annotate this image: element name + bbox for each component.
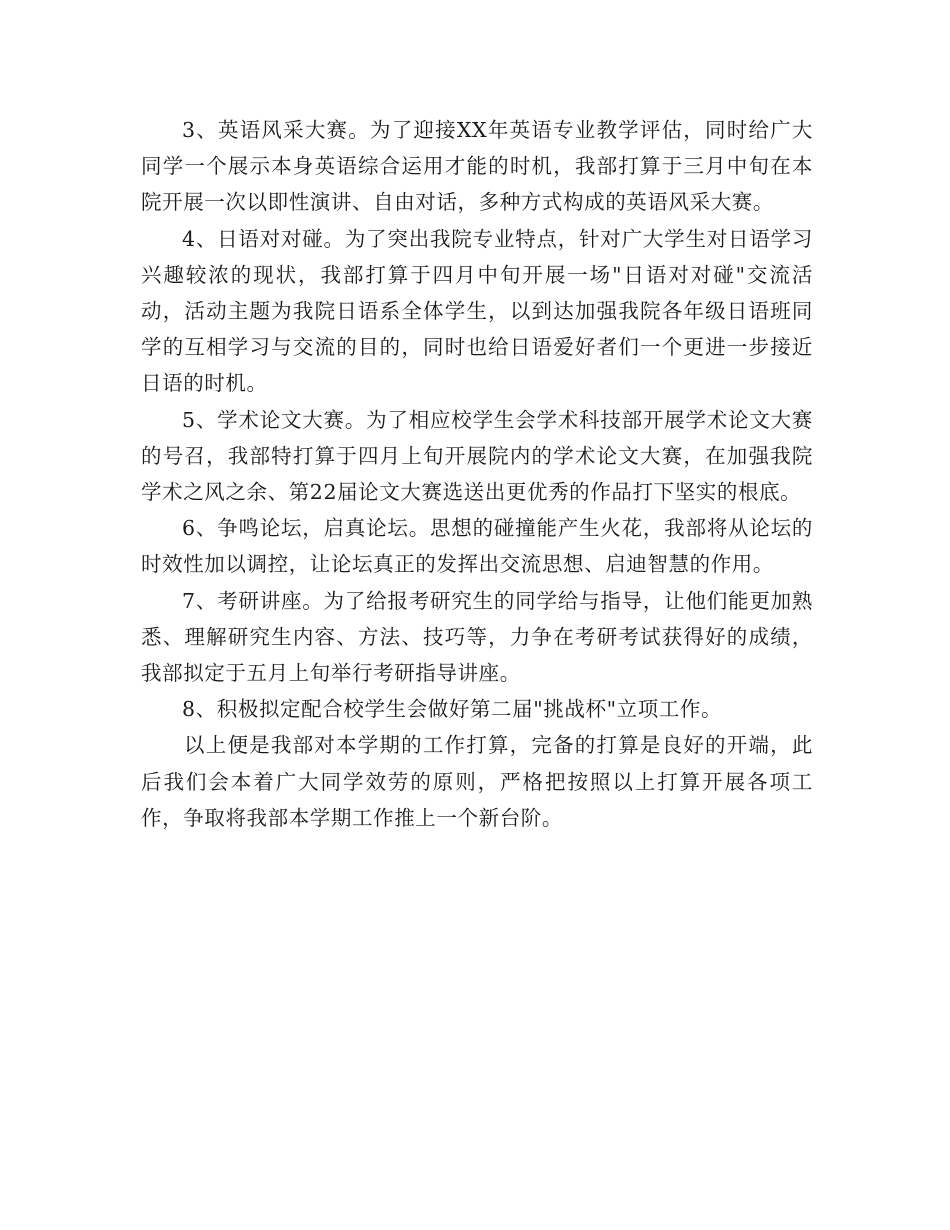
document-body bbox=[141, 112, 813, 836]
paragraph-postgraduate-lecture: 7、考研讲座。为了给报考研究生的同学给与指导，让他们能更加熟悉、理解研究生内容、方法、技巧等，力争在考研考试获得好的成绩，我部拟定于五月上旬举行考研指导讲座。 bbox=[141, 588, 813, 686]
paragraph-english-contest: 3、英语风采大赛。为了迎接XX年英语专业教学评估，同时给广大同学一个展示本身英语综合运用才能的时机，我部打算于三月中旬在本院开展一次以即性演讲、自由对话，多种方式构成的英语风采大赛。 bbox=[141, 118, 813, 215]
paragraph-japanese-exchange: 4、日语对对碰。为了突出我院专业特点，针对广大学生对日语学习兴趣较浓的现状，我部打算于四月中旬开展一场"日语对对碰"交流活动，活动主题为我院日语系全体学生，以到达加强我院各年级日语班同学的互相学习与交流的目的，同时也给日语爱好者们一个更进一步接近日语的时机。 bbox=[141, 226, 813, 396]
paragraph-challenge-cup: 8、积极拟定配合校学生会做好第二届"挑战杯"立项工作。 bbox=[182, 697, 723, 722]
paragraph-forum: 6、争鸣论坛，启真论坛。思想的碰撞能产生火花，我部将从论坛的时效性加以调控，让论坛真正的发挥出交流思想、启迪智慧的作用。 bbox=[141, 516, 813, 577]
paragraph-academic-paper-contest: 5、学术论文大赛。为了相应校学生会学术科技部开展学术论文大赛的号召，我部特打算于四月上旬开展院内的学术论文大赛，在加强我院学术之风之余、第22届论文大赛选送出更优秀的作品打下坚实的根底。 bbox=[141, 407, 813, 505]
paragraph-closing: 以上便是我部对本学期的工作打算，完备的打算是良好的开端，此后我们会本着广大同学效劳的原则，严格把按照以上打算开展各项工作，争取将我部本学期工作推上一个新台阶。 bbox=[141, 733, 813, 830]
